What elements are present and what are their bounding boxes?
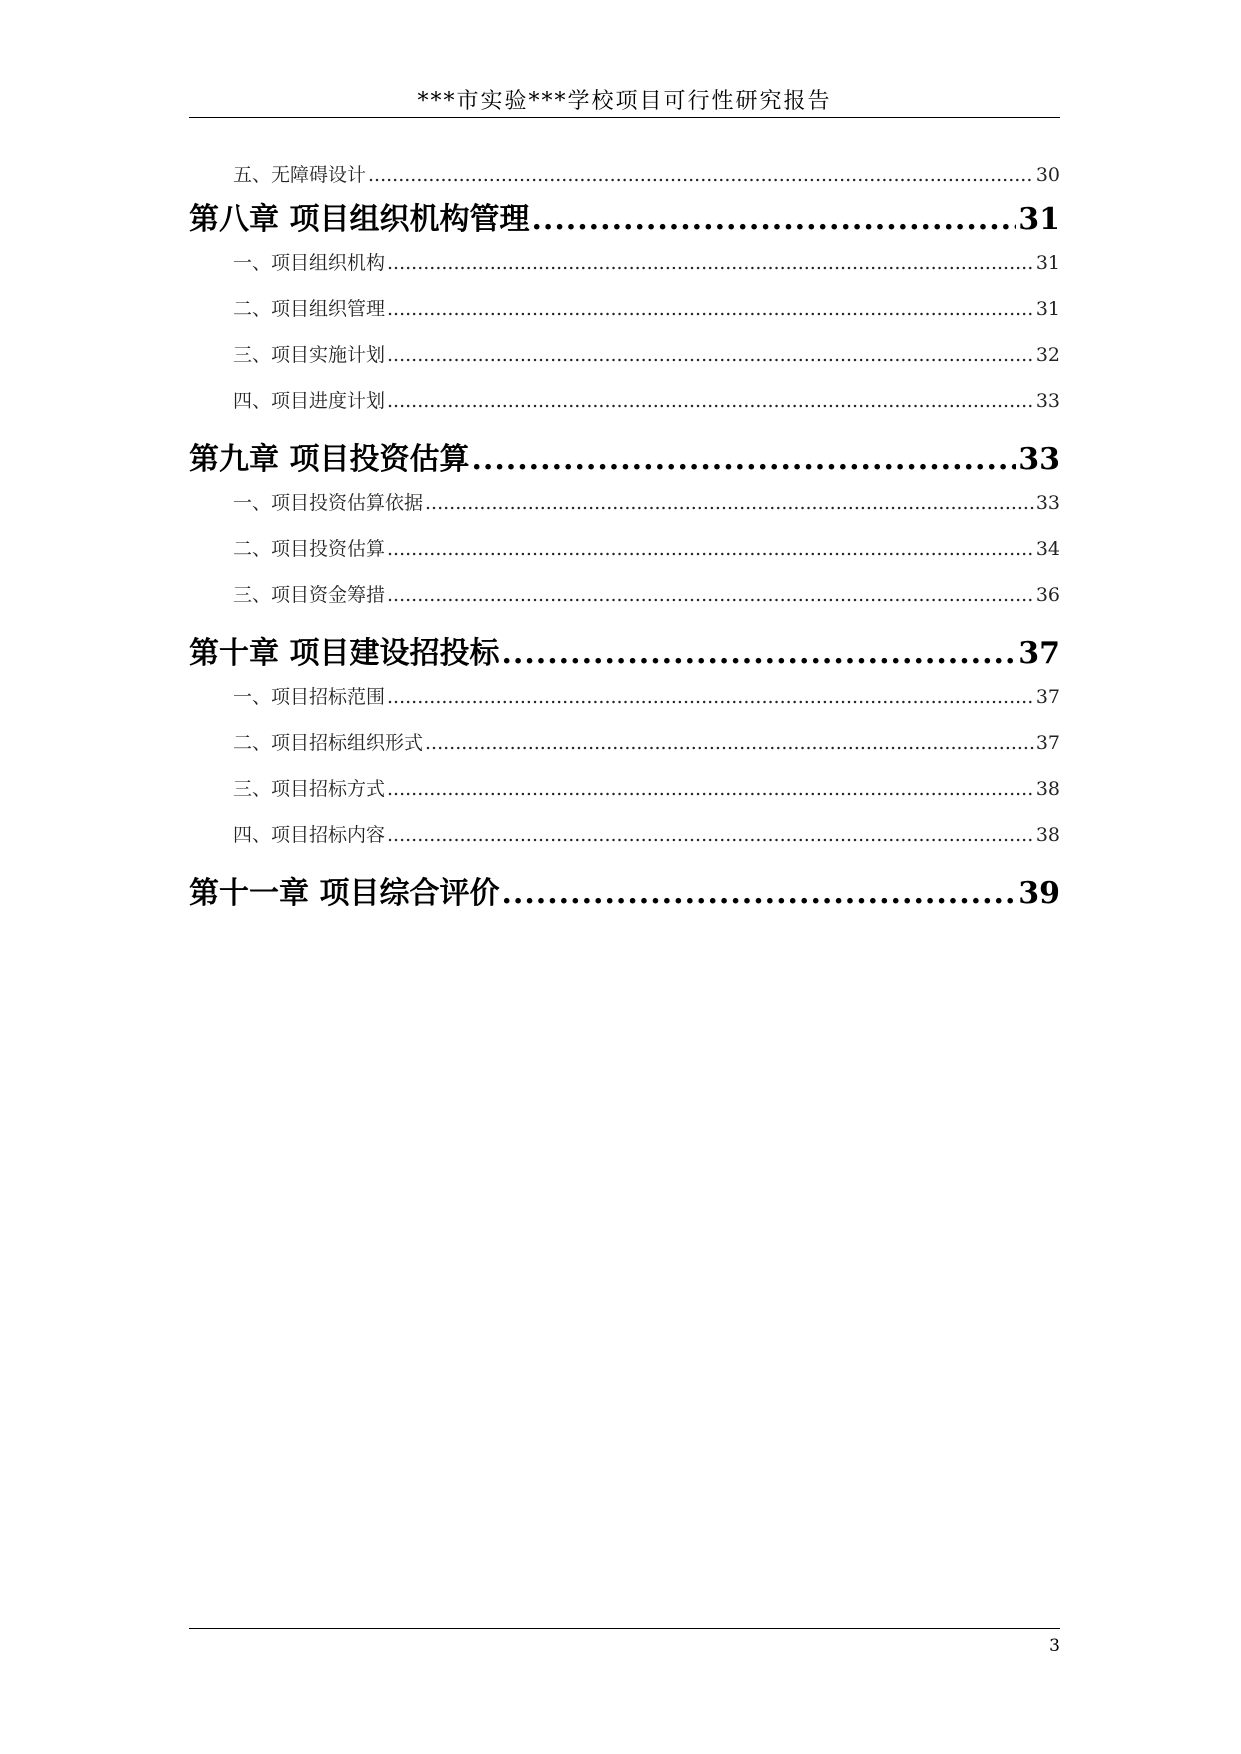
toc-entry-label: 四、项目进度计划 — [233, 390, 386, 412]
dot-leader — [387, 298, 1034, 320]
toc-entry-page: 37 — [1035, 732, 1060, 754]
dot-leader — [368, 164, 1034, 186]
toc-entry-label: 一、项目投资估算依据 — [233, 492, 424, 514]
toc-entry[interactable] — [189, 774, 1060, 820]
table-of-contents — [189, 160, 1060, 922]
toc-entry-label: 三、项目资金筹措 — [233, 584, 386, 606]
toc-chapter-page: 37 — [1018, 636, 1060, 671]
toc-entry-page: 38 — [1035, 778, 1060, 800]
page-header-title: ***市实验***学校项目可行性研究报告 — [417, 89, 832, 114]
dot-leader — [425, 732, 1034, 754]
toc-entry-page: 31 — [1035, 298, 1060, 320]
toc-entry-label: 四、项目招标内容 — [233, 824, 386, 846]
toc-entry[interactable] — [189, 248, 1060, 294]
toc-entry-page: 36 — [1035, 584, 1060, 606]
toc-entry-label: 一、项目组织机构 — [233, 252, 386, 274]
dot-leader — [471, 442, 1016, 477]
toc-chapter-entry[interactable] — [189, 432, 1060, 488]
toc-chapter-page: 31 — [1018, 202, 1060, 237]
toc-entry-label: 五、无障碍设计 — [233, 164, 367, 186]
toc-entry[interactable] — [189, 294, 1060, 340]
toc-entry[interactable] — [189, 534, 1060, 580]
dot-leader — [387, 390, 1034, 412]
toc-chapter-label: 第十一章 项目综合评价 — [189, 876, 500, 911]
toc-chapter-page: 33 — [1018, 442, 1060, 477]
toc-entry-label: 二、项目投资估算 — [233, 538, 386, 560]
toc-entry[interactable] — [189, 728, 1060, 774]
toc-chapter-entry[interactable] — [189, 626, 1060, 682]
dot-leader — [387, 252, 1034, 274]
toc-entry-page: 31 — [1035, 252, 1060, 274]
dot-leader — [501, 636, 1016, 671]
header-divider — [189, 117, 1060, 118]
toc-entry[interactable] — [189, 160, 1060, 192]
dot-leader — [387, 686, 1034, 708]
toc-entry[interactable] — [189, 820, 1060, 866]
page-number: 3 — [1049, 1636, 1060, 1656]
toc-entry[interactable] — [189, 682, 1060, 728]
toc-entry-label: 二、项目组织管理 — [233, 298, 386, 320]
dot-leader — [387, 778, 1034, 800]
toc-chapter-page: 39 — [1018, 876, 1060, 911]
dot-leader — [501, 876, 1016, 911]
toc-entry-label: 三、项目实施计划 — [233, 344, 386, 366]
dot-leader — [387, 824, 1034, 846]
toc-entry-page: 33 — [1035, 390, 1060, 412]
toc-entry-page: 34 — [1035, 538, 1060, 560]
toc-entry-page: 38 — [1035, 824, 1060, 846]
toc-chapter-entry[interactable] — [189, 192, 1060, 248]
dot-leader — [387, 344, 1034, 366]
toc-entry[interactable] — [189, 488, 1060, 534]
dot-leader — [425, 492, 1034, 514]
dot-leader — [387, 584, 1034, 606]
toc-chapter-entry[interactable] — [189, 866, 1060, 922]
dot-leader — [387, 538, 1034, 560]
toc-entry-page: 32 — [1035, 344, 1060, 366]
toc-entry[interactable] — [189, 340, 1060, 386]
toc-chapter-label: 第十章 项目建设招投标 — [189, 636, 500, 671]
toc-entry-page: 30 — [1035, 164, 1060, 186]
toc-entry[interactable] — [189, 580, 1060, 626]
toc-entry-label: 三、项目招标方式 — [233, 778, 386, 800]
toc-entry-page: 33 — [1035, 492, 1060, 514]
toc-chapter-label: 第九章 项目投资估算 — [189, 442, 470, 477]
toc-entry-page: 37 — [1035, 686, 1060, 708]
footer-divider — [189, 1628, 1060, 1629]
toc-entry-label: 二、项目招标组织形式 — [233, 732, 424, 754]
dot-leader — [531, 202, 1016, 237]
toc-chapter-label: 第八章 项目组织机构管理 — [189, 202, 530, 237]
toc-entry[interactable] — [189, 386, 1060, 432]
toc-entry-label: 一、项目招标范围 — [233, 686, 386, 708]
